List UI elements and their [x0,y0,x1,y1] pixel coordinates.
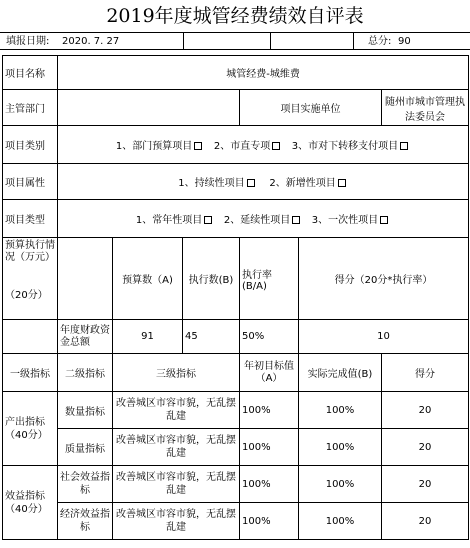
level2-cell: 社会效益指标 [58,466,113,503]
level2-cell: 数量指标 [58,392,113,429]
target-cell: 100% [240,466,299,503]
col-exec: 执行数(B) [183,238,240,320]
meta-divider [270,33,271,49]
target-cell: 100% [240,392,299,429]
level2-cell: 经济效益指标 [58,503,113,540]
budget-label-score: （20分） [5,290,48,301]
total-score-value: 90 [398,36,411,47]
dept-value [58,90,240,126]
type-label: 项目类型 [3,200,58,238]
header-level3: 三级指标 [113,354,240,392]
exec-value: 45 [183,320,240,354]
meta-bar [0,32,470,50]
category-label: 项目类别 [3,126,58,164]
level1-benefit: 效益指标（40分） [3,466,58,540]
attribute-option-1: 1、持续性项目 [178,178,245,189]
checkbox-icon[interactable] [292,216,300,224]
score-cell: 20 [382,503,469,540]
checkbox-icon[interactable] [272,142,280,150]
type-options [58,200,469,238]
level2-cell: 质量指标 [58,429,113,466]
checkbox-icon[interactable] [400,142,408,150]
target-cell: 100% [240,503,299,540]
type-option-1: 1、常年性项目 [135,215,203,226]
checkbox-icon[interactable] [338,179,346,187]
header-level1: 一级指标 [3,354,58,392]
category-option-3: 3、市对下转移支付项目 [291,141,399,152]
level3-cell: 改善城区市容市貌，无乱摆乱建 [113,429,240,466]
header-score: 得分 [382,354,469,392]
type-option-3: 3、一次性项目 [311,215,379,226]
annual-fund-label: 年度财政资金总额 [58,320,113,354]
category-option-2: 2、市直专项 [213,141,271,152]
fill-date-value: 2020. 7. 27 [62,36,120,47]
type-option-2: 2、延续性项目 [223,215,291,226]
budget-score-value: 10 [299,320,469,354]
attribute-options [58,164,469,200]
actual-cell: 100% [299,429,382,466]
score-cell: 20 [382,429,469,466]
fill-date-label: 填报日期: [6,36,50,47]
actual-cell: 100% [299,392,382,429]
attribute-label: 项目属性 [3,164,58,200]
impl-unit-value: 随州市城市管理执法委员会 [382,90,469,126]
actual-cell: 100% [299,503,382,540]
form-title: 2019年度城管经费绩效自评表 [106,5,364,27]
meta-divider [353,33,354,49]
dept-label: 主管部门 [3,90,58,126]
level3-cell: 改善城区市容市貌，无乱摆乱建 [113,503,240,540]
header-level2: 二级指标 [58,354,113,392]
level3-cell: 改善城区市容市貌，无乱摆乱建 [113,466,240,503]
checkbox-icon[interactable] [194,142,202,150]
budget-value: 91 [113,320,183,354]
category-option-1: 1、部门预算项目 [115,141,193,152]
header-target: 年初目标值（A） [240,354,299,392]
project-name-value: 城管经费-城维费 [58,56,469,90]
category-options [58,126,469,164]
checkbox-icon[interactable] [204,216,212,224]
level1-output: 产出指标（40分） [3,392,58,466]
project-name-label: 项目名称 [3,56,58,90]
actual-cell: 100% [299,466,382,503]
checkbox-icon[interactable] [247,179,255,187]
total-score-label: 总分: [368,36,392,47]
level3-cell: 改善城区市容市貌，无乱摆乱建 [113,392,240,429]
header-actual: 实际完成值(B) [299,354,382,392]
meta-divider [183,33,184,49]
evaluation-table [2,55,469,540]
budget-section-label [3,238,58,320]
budget-section-spacer [3,320,58,354]
impl-unit-label: 项目实施单位 [240,90,382,126]
budget-label-text: 预算执行情况（万元） [5,240,55,263]
col-rate: 执行率(B/A) [240,238,299,320]
target-cell: 100% [240,429,299,466]
score-cell: 20 [382,392,469,429]
budget-spacer [58,238,113,320]
score-cell: 20 [382,466,469,503]
col-budget: 预算数（A) [113,238,183,320]
attribute-option-2: 2、新增性项目 [269,178,336,189]
col-budget-score: 得分（20分*执行率） [299,238,469,320]
checkbox-icon[interactable] [380,216,388,224]
rate-value: 50% [240,320,299,354]
